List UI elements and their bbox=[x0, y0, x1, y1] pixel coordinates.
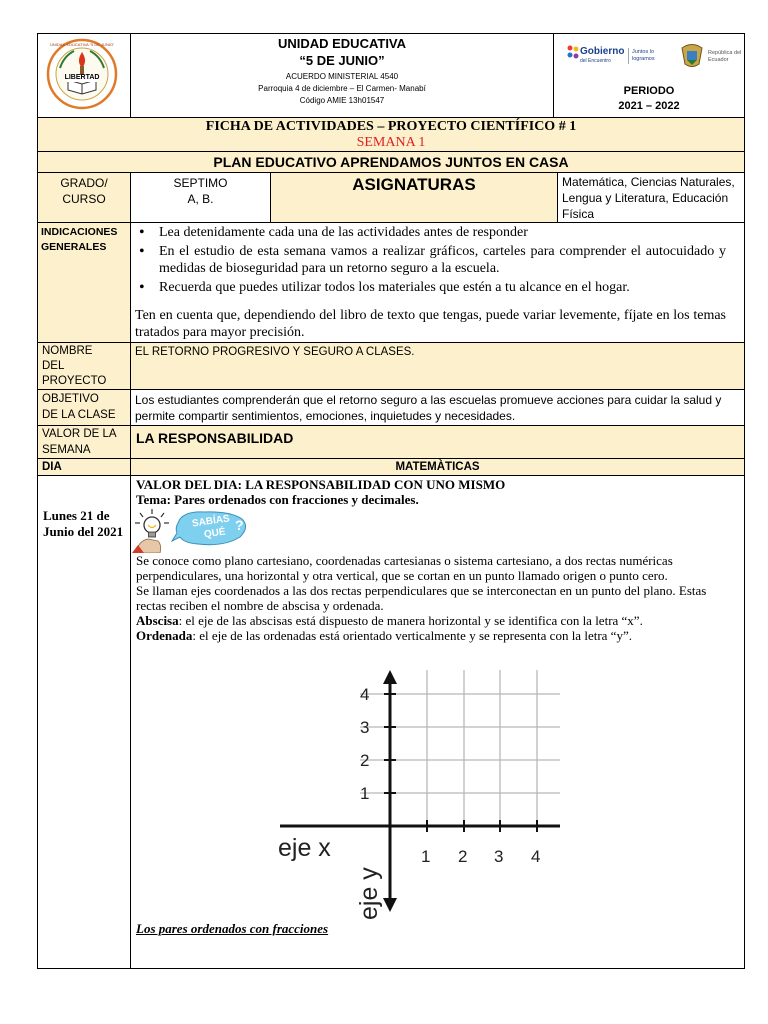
x-tick-1: 1 bbox=[421, 847, 431, 866]
y-tick-4: 4 bbox=[360, 685, 370, 704]
subject-header: MATEMÀTICAS bbox=[395, 461, 480, 473]
x-tick-4: 4 bbox=[531, 847, 541, 866]
grade-value-line2: A, B. bbox=[187, 192, 214, 206]
period-value: 2021 – 2022 bbox=[618, 100, 680, 112]
abscissa-text: : el eje de las abscisas está dispuesto de manera horizontal y se identifica con la letra “x”. bbox=[178, 613, 643, 628]
paragraph-axes: Se llaman ejes coordenados a las dos rectas perpendiculares que se interconectan en un punto del plano. Estas rectas reciben el nombre de abscisa y ordenada. bbox=[136, 583, 707, 613]
school-name: UNIDAD EDUCATIVA bbox=[277, 36, 407, 51]
coat-of-arms-icon bbox=[678, 42, 706, 70]
school-quote: “5 DE JUNIO” bbox=[299, 53, 385, 68]
cartesian-plane bbox=[270, 670, 570, 925]
paragraph-cartesian: Se conoce como plano cartesiano, coordenadas cartesianas o sistema cartesiano, a dos rectas numéricas perpendiculares, una horizontal y otra vertical, que se cortan en un punto llamado origen o punto cero. bbox=[136, 553, 673, 583]
y-axis-arrow-down-icon bbox=[383, 898, 397, 912]
subjects-heading-cell bbox=[271, 173, 557, 222]
parish-text: Parroquia 4 de diciembre – El Carmen- Manabí bbox=[258, 84, 426, 93]
logo-ring-text: UNIDAD EDUCATIVA "5 DE JUNIO" bbox=[50, 42, 114, 47]
week-value-cell bbox=[131, 426, 744, 458]
period bbox=[554, 84, 744, 114]
instructions-content bbox=[135, 224, 726, 341]
week-value-label-cell bbox=[38, 426, 130, 458]
project-value-cell bbox=[131, 343, 744, 389]
value-of-day: VALOR DEL DIA: LA RESPONSABILIDAD CON UNO MISMO bbox=[136, 477, 506, 492]
lesson-day: Lunes 21 de Junio del 2021 bbox=[43, 508, 124, 539]
y-tick-3: 3 bbox=[360, 718, 370, 737]
instructions-label-line2: GENERALES bbox=[41, 241, 107, 253]
y-tick-2: 2 bbox=[360, 751, 370, 770]
grade-label-line2: CURSO bbox=[62, 192, 106, 206]
project-name: EL RETORNO PROGRESIVO Y SEGURO A CLASES. bbox=[135, 346, 415, 358]
sabias-que-text-1: SABÍAS bbox=[191, 513, 231, 530]
instruction-bullet: • En el estudio de esta semana vamos a realizar gráficos, carteles para comprender el autocuidado y medidas de bioseguridad para un retorno seguro a la escuela. bbox=[159, 243, 726, 277]
ordinate-text: : el eje de las ordenadas está orientado verticalmente y se representa con la letra “y”. bbox=[192, 628, 632, 643]
instructions-note: Ten en cuenta que, dependiendo del libro de texto que tengas, puede variar levemente, fíjate en los temas tratados para mayor precisión. bbox=[135, 308, 726, 340]
y-axis-label: eje y bbox=[355, 867, 383, 920]
y-axis-arrow-up-icon bbox=[383, 670, 397, 684]
school-header bbox=[131, 36, 553, 107]
period-label: PERIODO bbox=[623, 85, 675, 97]
gov-sub: del Encuentro bbox=[580, 58, 611, 64]
lesson-body bbox=[136, 553, 734, 643]
activity-sheet-title: FICHA DE ACTIVIDADES – PROYECTO CIENTÍFICO # 1 bbox=[205, 119, 577, 134]
subjects-list: Matemática, Ciencias Naturales, Lengua y Literatura, Educación Física bbox=[562, 175, 735, 221]
week-value-label-line2: SEMANA bbox=[42, 444, 91, 456]
x-tick-3: 3 bbox=[494, 847, 504, 866]
y-tick-1: 1 bbox=[360, 784, 370, 803]
instruction-bullet: • Recuerda que puedes utilizar todos los materiales que estén a tu alcance en el hogar. bbox=[159, 279, 726, 296]
grade-value-cell bbox=[131, 173, 270, 222]
activity-title-row bbox=[38, 118, 744, 151]
instructions-label-line1: INDICACIONES bbox=[41, 226, 118, 238]
project-label-line1: NOMBRE bbox=[42, 345, 93, 357]
sabias-que-mark: ? bbox=[235, 517, 244, 533]
subject-header-cell bbox=[131, 459, 744, 475]
gov-slogan: Juntos lo logramos bbox=[632, 49, 655, 62]
subjects-heading: ASIGNATURAS bbox=[352, 175, 476, 194]
gov-word: Gobierno bbox=[580, 46, 625, 57]
sabias-que-illustration bbox=[132, 507, 256, 553]
objective-text: Los estudiantes comprenderán que el retorno seguro a las escuelas promueve acciones para cuidar la salud y permite compartir sentimientos, emociones, inquietudes y necesidades. bbox=[135, 393, 722, 423]
logo-motto: LIBERTAD bbox=[64, 74, 100, 81]
agreement-text: ACUERDO MINISTERIAL 4540 bbox=[285, 72, 399, 81]
plan-title: PLAN EDUCATIVO APRENDAMOS JUNTOS EN CASA bbox=[213, 154, 569, 170]
week-title: SEMANA 1 bbox=[356, 135, 426, 150]
abscissa-definition bbox=[136, 613, 734, 628]
project-label-line3: PROYECTO bbox=[42, 375, 107, 387]
objective-label-line2: DE LA CLASE bbox=[42, 409, 116, 421]
grade-value-line1: SEPTIMO bbox=[173, 176, 228, 190]
ordinate-definition bbox=[136, 628, 734, 643]
instructions-label-cell bbox=[38, 223, 130, 342]
project-label-line2: DEL bbox=[42, 360, 65, 372]
x-tick-2: 2 bbox=[458, 847, 468, 866]
objective-label-line1: OBJETIVO bbox=[42, 393, 99, 405]
amie-code: Código AMIE 13h01547 bbox=[299, 96, 385, 105]
government-logo bbox=[566, 42, 742, 72]
plan-title-row bbox=[38, 152, 744, 172]
project-label-cell bbox=[38, 343, 130, 389]
week-value-label-line1: VALOR DE LA bbox=[42, 428, 117, 440]
grade-label-line1: GRADO/ bbox=[60, 176, 108, 190]
day-label-cell bbox=[38, 459, 130, 475]
ordinate-term: Ordenada bbox=[136, 628, 193, 643]
instruction-bullet: • Lea detenidamente cada una de las actividades antes de responder bbox=[159, 224, 726, 241]
grade-label-cell bbox=[38, 173, 130, 222]
school-logo bbox=[46, 38, 118, 110]
fractions-subheading: Los pares ordenados con fracciones bbox=[136, 921, 329, 936]
sabias-que-text-2: QUÉ bbox=[203, 526, 227, 541]
republic-text: República del Ecuador bbox=[708, 50, 742, 63]
lesson-topic: Tema: Pares ordenados con fracciones y decimales. bbox=[136, 492, 419, 507]
week-value: LA RESPONSABILIDAD bbox=[136, 430, 294, 446]
abscissa-term: Abscisa bbox=[136, 613, 179, 628]
x-axis-label: eje x bbox=[278, 834, 331, 862]
gov-mark-icon bbox=[566, 44, 580, 64]
day-label: DIA bbox=[42, 461, 62, 473]
objective-label-cell bbox=[38, 390, 130, 425]
